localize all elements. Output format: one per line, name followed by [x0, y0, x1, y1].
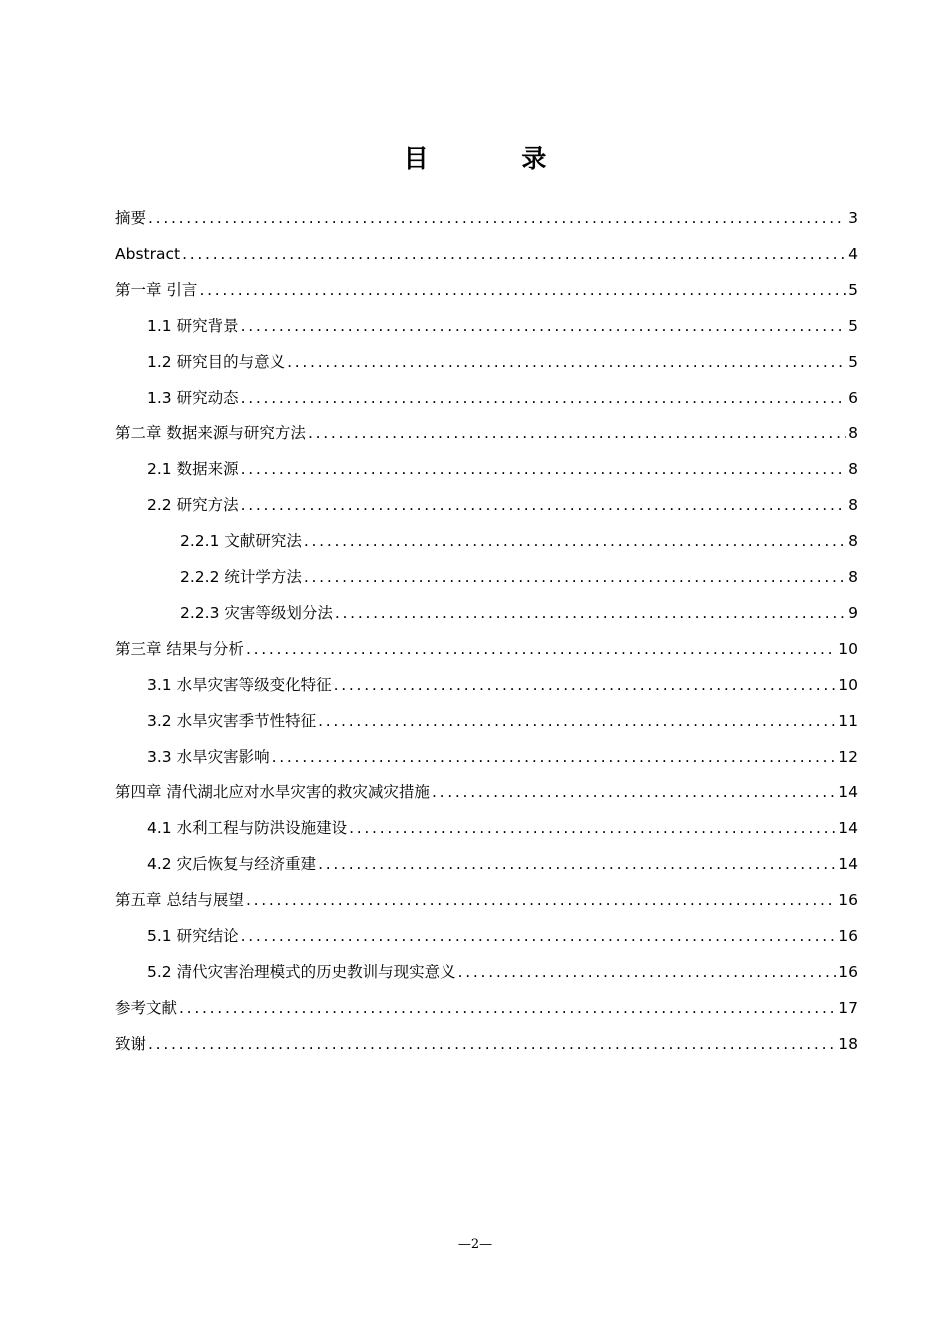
toc-leader-dots [272, 747, 837, 767]
toc-entry[interactable] [147, 697, 858, 731]
toc-entry[interactable] [147, 661, 858, 695]
toc-entry-page-number: 17 [838, 998, 858, 1017]
toc-leader-dots [349, 818, 836, 838]
toc-entry[interactable] [115, 876, 858, 910]
toc-entry-page-number: 9 [848, 603, 858, 622]
toc-entry-page-number: 3 [848, 209, 858, 227]
toc-entry-label: 5.1 研究结论 [147, 927, 239, 945]
toc-entry[interactable] [147, 804, 858, 838]
toc-entry-page-number: 5 [848, 352, 858, 371]
toc-leader-dots [179, 998, 836, 1018]
toc-entry-label: 1.3 研究动态 [147, 388, 239, 407]
toc-entry[interactable] [115, 194, 858, 228]
toc-entry-page-number: 14 [838, 855, 858, 874]
toc-leader-dots [458, 962, 837, 982]
toc-leader-dots [246, 639, 836, 659]
toc-entry-page-number: 16 [838, 962, 858, 981]
toc-entry-page-number: 4 [848, 244, 858, 263]
toc-leader-dots [148, 1034, 836, 1054]
toc-leader-dots [241, 926, 837, 946]
toc-entry[interactable] [180, 553, 858, 587]
toc-entry[interactable] [147, 912, 858, 946]
toc-entry-label: 摘要 [115, 209, 147, 227]
toc-leader-dots [241, 388, 847, 408]
toc-entry[interactable] [147, 481, 858, 515]
toc-entry[interactable] [147, 733, 858, 767]
toc-entry[interactable] [115, 625, 858, 659]
toc-entry-label: 3.3 水旱灾害影响 [147, 747, 270, 766]
toc-entry-label: 3.1 水旱灾害等级变化特征 [147, 675, 332, 694]
toc-entry-label: 1.1 研究背景 [147, 316, 239, 335]
toc-entry-label: 第五章 总结与展望 [115, 891, 244, 910]
toc-leader-dots [287, 352, 846, 372]
toc-entry-label: 1.2 研究目的与意义 [147, 352, 286, 371]
toc-entry-page-number: 8 [848, 496, 858, 515]
toc-leader-dots [246, 890, 836, 910]
toc-entry-page-number: 12 [838, 747, 858, 766]
toc-leader-dots [304, 567, 846, 587]
page-number: —2— [457, 1237, 493, 1252]
toc-entry-label: 4.1 水利工程与防洪设施建设 [147, 819, 348, 838]
toc-entry-label: 第一章 引言 [115, 280, 198, 299]
toc-leader-dots [304, 531, 846, 551]
toc-entry-page-number: 16 [838, 891, 858, 910]
toc-entry-label: 致谢 [115, 1034, 147, 1053]
toc-entry-page-number: 10 [838, 639, 858, 658]
toc-leader-dots [199, 280, 846, 300]
toc-leader-dots [241, 459, 847, 479]
toc-entry[interactable] [180, 589, 858, 623]
toc-entry-page-number: 8 [848, 424, 858, 443]
toc-entry[interactable] [115, 768, 858, 802]
toc-entry-label: 5.2 清代灾害治理模式的历史教训与现实意义 [147, 962, 456, 981]
toc-entry-page-number: 5 [848, 280, 858, 299]
toc-entry[interactable] [147, 302, 858, 336]
toc-entry-page-number: 14 [838, 819, 858, 838]
toc-entry[interactable] [115, 1020, 858, 1054]
toc-entry[interactable] [115, 230, 858, 264]
toc-entry-label: 第四章 清代湖北应对水旱灾害的救灾减灾措施 [115, 783, 430, 802]
toc-entry-page-number: 8 [848, 532, 858, 551]
toc-entry[interactable] [115, 266, 858, 300]
toc-entry-page-number: 16 [838, 927, 858, 945]
toc-entry[interactable] [147, 840, 858, 874]
toc-entry[interactable] [147, 338, 858, 372]
toc-entry[interactable] [147, 374, 858, 408]
toc-leader-dots [241, 495, 847, 515]
toc-entry-page-number: 8 [848, 460, 858, 479]
toc-entry-label: 2.2.1 文献研究法 [180, 532, 302, 551]
toc-leader-dots [335, 603, 846, 623]
toc-leader-dots [182, 244, 846, 264]
toc-entry[interactable] [147, 445, 858, 479]
toc-entry-label: Abstract [115, 244, 181, 263]
toc-entry-label: 2.1 数据来源 [147, 460, 239, 479]
toc-entry-page-number: 11 [838, 711, 858, 730]
toc-entry-label: 第三章 结果与分析 [115, 639, 244, 658]
toc-entry-label: 第二章 数据来源与研究方法 [115, 424, 306, 443]
toc-leader-dots [308, 423, 846, 443]
toc-entry[interactable] [147, 948, 858, 982]
toc-leader-dots [432, 782, 836, 802]
toc-leader-dots [241, 316, 847, 336]
toc-entry-label: 2.2.2 统计学方法 [180, 568, 302, 586]
toc-entry-label: 2.2 研究方法 [147, 496, 239, 515]
toc-entry[interactable] [180, 517, 858, 551]
toc-entry-label: 3.2 水旱灾害季节性特征 [147, 711, 317, 730]
toc-entry-page-number: 14 [838, 783, 858, 802]
toc-entry-label: 参考文献 [115, 998, 178, 1017]
toc-entry-page-number: 10 [838, 675, 858, 694]
toc-leader-dots [318, 854, 836, 874]
toc-leader-dots [148, 208, 846, 228]
toc-leader-dots [334, 675, 837, 695]
toc-entry[interactable] [115, 409, 858, 443]
toc-entry-label: 2.2.3 灾害等级划分法 [180, 603, 333, 622]
toc-entry-page-number: 5 [848, 316, 858, 335]
toc-entry-page-number: 18 [838, 1034, 858, 1053]
toc-entry-label: 4.2 灾后恢复与经济重建 [147, 855, 317, 874]
toc-entry-page-number: 8 [848, 568, 858, 586]
toc-entry[interactable] [115, 984, 858, 1018]
toc-leader-dots [318, 711, 836, 731]
toc-entry-page-number: 6 [848, 388, 858, 407]
page-title: 目 录 [403, 144, 589, 173]
